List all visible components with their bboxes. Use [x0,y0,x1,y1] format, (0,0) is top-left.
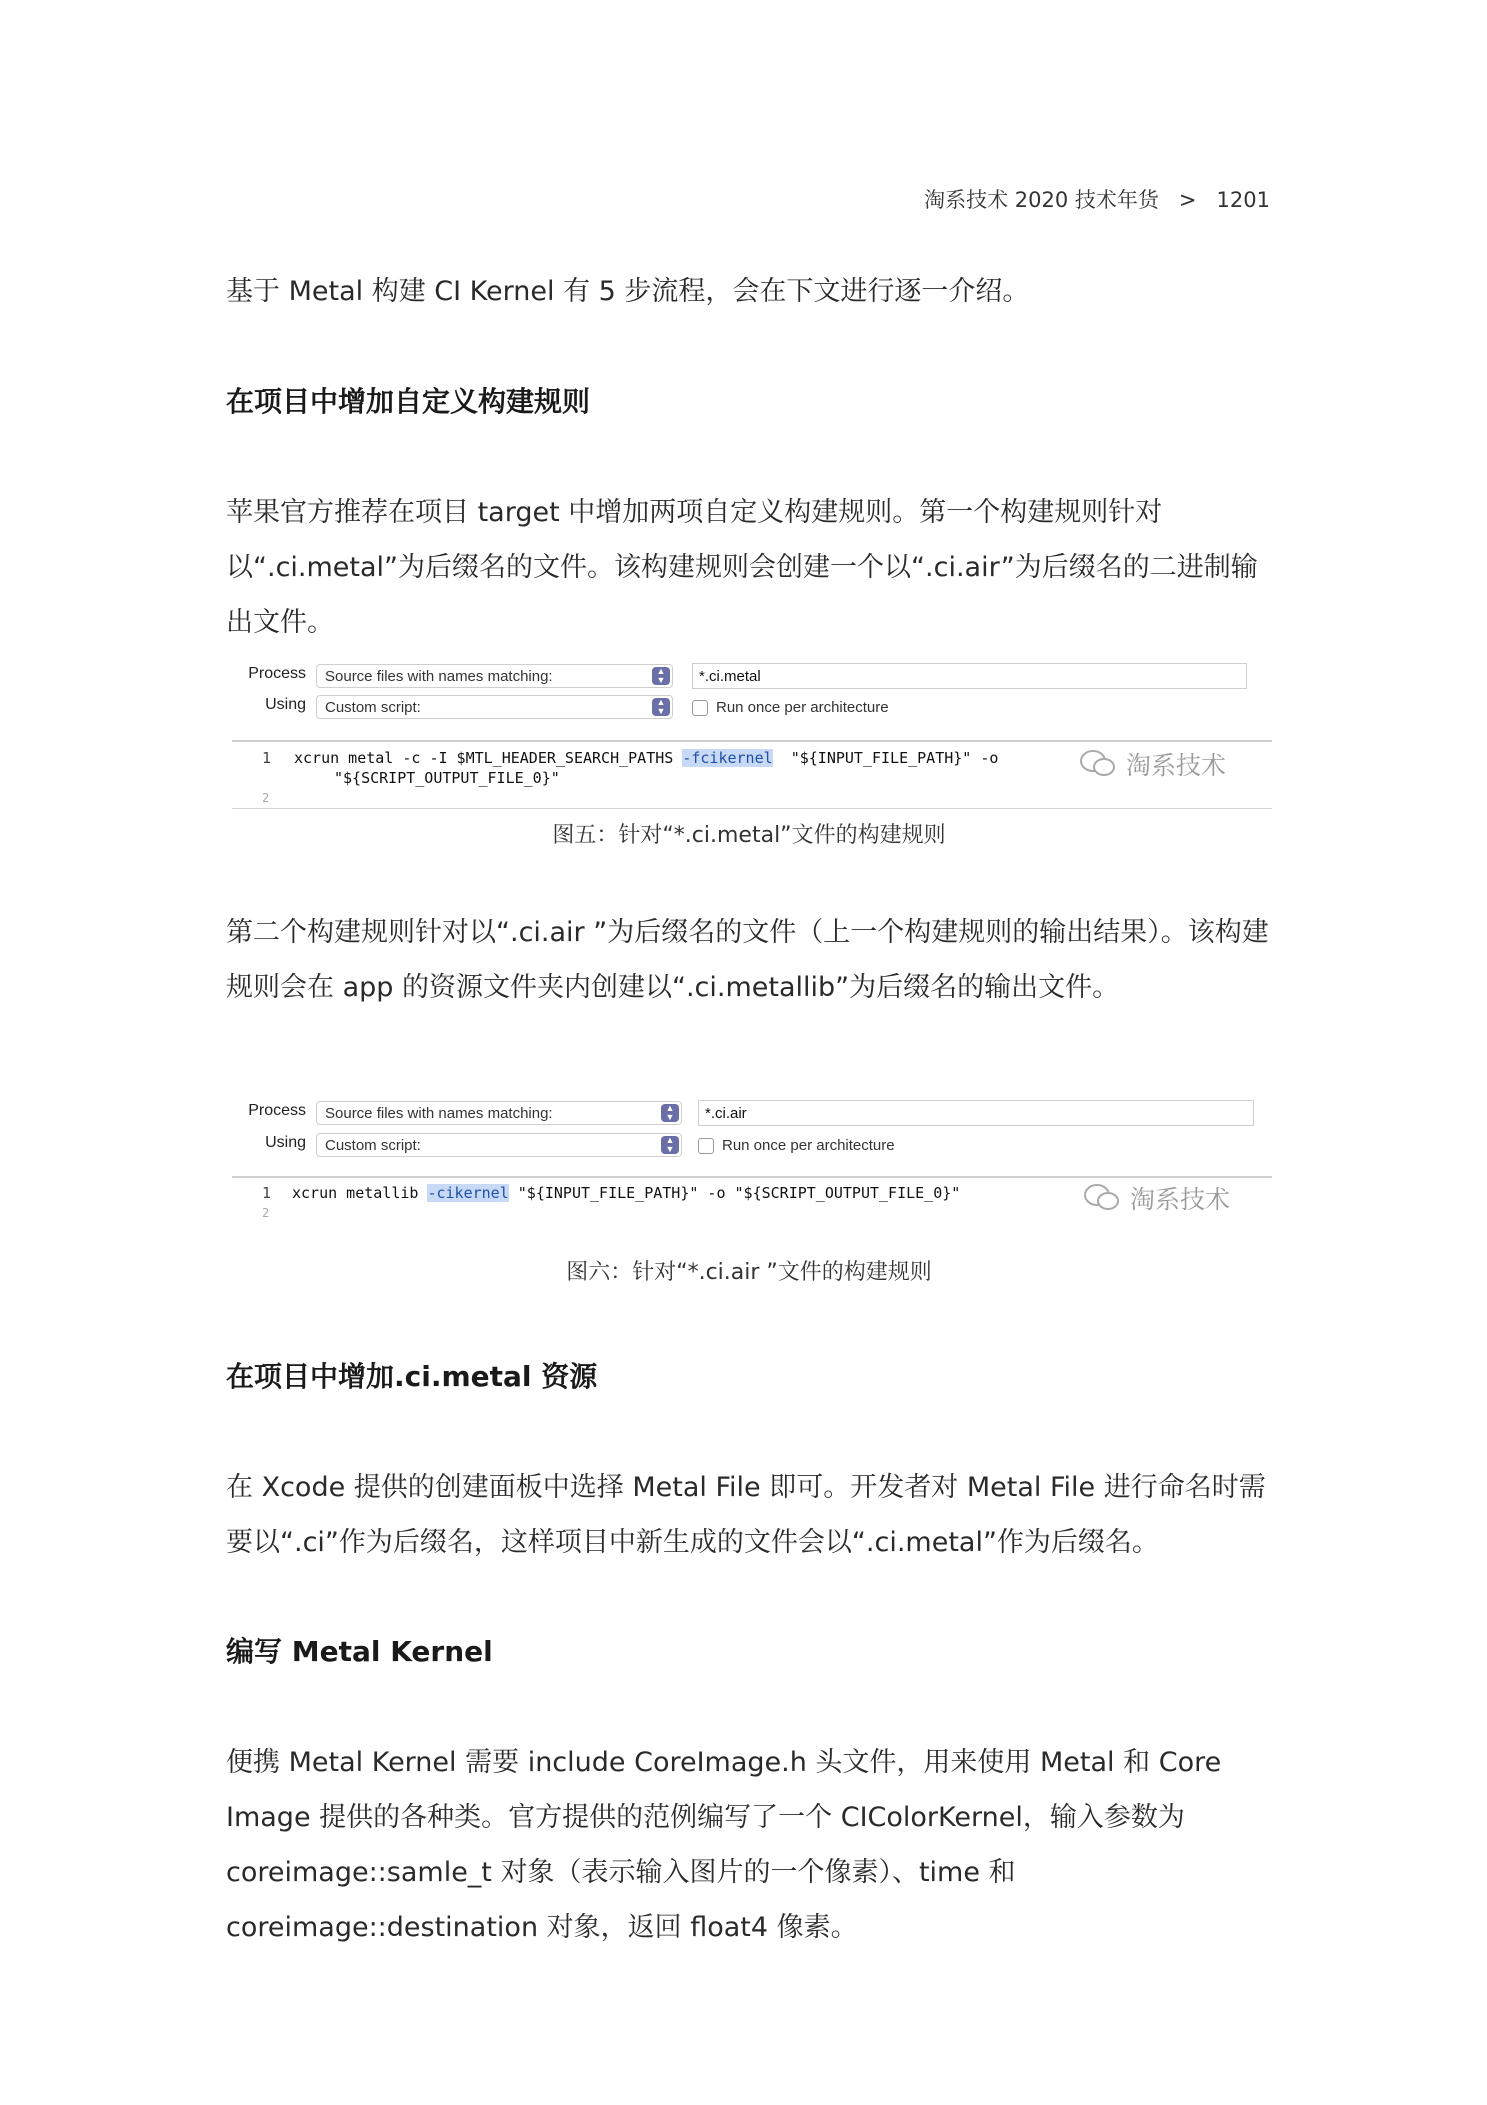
watermark [1078,746,1226,782]
section-title-write-kernel: 编写 Metal Kernel [226,1635,493,1668]
using-popup-value: Custom script: [325,1136,421,1154]
header-separator: > [1178,188,1197,212]
wechat-icon [1082,1182,1122,1214]
pattern-field[interactable]: *.ci.metal [692,663,1247,689]
code-bottom-border [232,808,1272,809]
process-popup-value: Source files with names matching: [325,1104,553,1122]
process-label: Process [248,1102,306,1119]
section3-paragraph: 便携 Metal Kernel 需要 include CoreImage.h 头文件，用来使用 Metal 和 Core Image 提供的各种类。官方提供的范例编写了一个 CIColorKernel，输入参数为 coreimage::samle_t 对象（表示输入图片的一个像素）、time 和 coreimage::destination 对象，返回 float4 像素。 [226,1747,1222,1943]
line-number: 2 [262,791,270,805]
run-once-label: Run once per architecture [716,699,889,716]
checkbox-box[interactable] [692,700,708,716]
highlighted-flag: -cikernel [427,1184,509,1202]
intro-paragraph: 基于 Metal 构建 CI Kernel 有 5 步流程，会在下文进行逐一介绍。 [226,276,1030,307]
section-title-build-rules: 在项目中增加自定义构建规则 [226,385,591,418]
run-once-label: Run once per architecture [722,1137,895,1154]
figure6-screenshot [232,1090,1272,1225]
code-top-border [232,1176,1272,1178]
page-header [700,184,1270,214]
process-label: Process [248,665,306,682]
using-label: Using [265,696,306,713]
popup-stepper-icon: ▲ ▼ [652,667,670,685]
wechat-icon [1078,748,1118,780]
code-line-1: xcrun metallib -cikernel "${INPUT_FILE_PATH}" -o "${SCRIPT_OUTPUT_FILE_0}" [292,1184,961,1202]
line-number: 1 [262,1184,272,1202]
section1-paragraph: 苹果官方推荐在项目 target 中增加两项自定义构建规则。第一个构建规则针对以“.ci.metal”为后缀名的文件。该构建规则会创建一个以“.ci.air”为后缀名的二进制输出文件。 [226,497,1258,638]
using-popup[interactable] [316,695,673,719]
run-once-checkbox[interactable] [698,1137,895,1154]
line-number: 1 [262,749,272,767]
process-popup[interactable] [316,1101,682,1125]
code-line-1: xcrun metal -c -I $MTL_HEADER_SEARCH_PATHS -fcikernel "${INPUT_FILE_PATH}" -o [294,749,999,767]
line-number: 2 [262,1206,270,1220]
figure5-screenshot [232,655,1272,810]
run-once-checkbox[interactable] [692,699,889,716]
process-popup-value: Source files with names matching: [325,667,553,685]
code-top-border [232,740,1272,742]
code-line-1-wrap: "${SCRIPT_OUTPUT_FILE_0}" [334,769,560,787]
using-popup-value: Custom script: [325,698,421,716]
figure5-caption: 图五：针对“*.ci.metal”文件的构建规则 [552,823,946,848]
page-number: 1201 [1216,188,1270,212]
paragraph-second-rule: 第二个构建规则针对以“.ci.air ”为后缀名的文件（上一个构建规则的输出结果）。该构建规则会在 app 的资源文件夹内创建以“.ci.metallib”为后缀名的输出文件。 [226,917,1269,1003]
using-label: Using [265,1134,306,1151]
watermark-text: 淘系技术 [1130,1186,1231,1214]
pattern-field[interactable]: *.ci.air [698,1100,1254,1126]
popup-stepper-icon: ▲ ▼ [661,1136,679,1154]
using-popup[interactable] [316,1133,682,1157]
section-title-add-resource: 在项目中增加.ci.metal 资源 [226,1360,598,1393]
checkbox-box[interactable] [698,1138,714,1154]
watermark-text: 淘系技术 [1126,752,1227,780]
header-title: 淘系技术 2020 技术年货 [924,188,1159,212]
section2-paragraph: 在 Xcode 提供的创建面板中选择 Metal File 即可。开发者对 Metal File 进行命名时需要以“.ci”作为后缀名，这样项目中新生成的文件会以“.ci.metal”作为后缀名。 [226,1472,1266,1558]
popup-stepper-icon: ▲ ▼ [652,698,670,716]
highlighted-flag: -fcikernel [682,749,773,767]
watermark [1082,1180,1230,1216]
process-popup[interactable] [316,664,673,688]
popup-stepper-icon: ▲ ▼ [661,1104,679,1122]
figure6-caption: 图六：针对“*.ci.air ”文件的构建规则 [566,1260,932,1285]
